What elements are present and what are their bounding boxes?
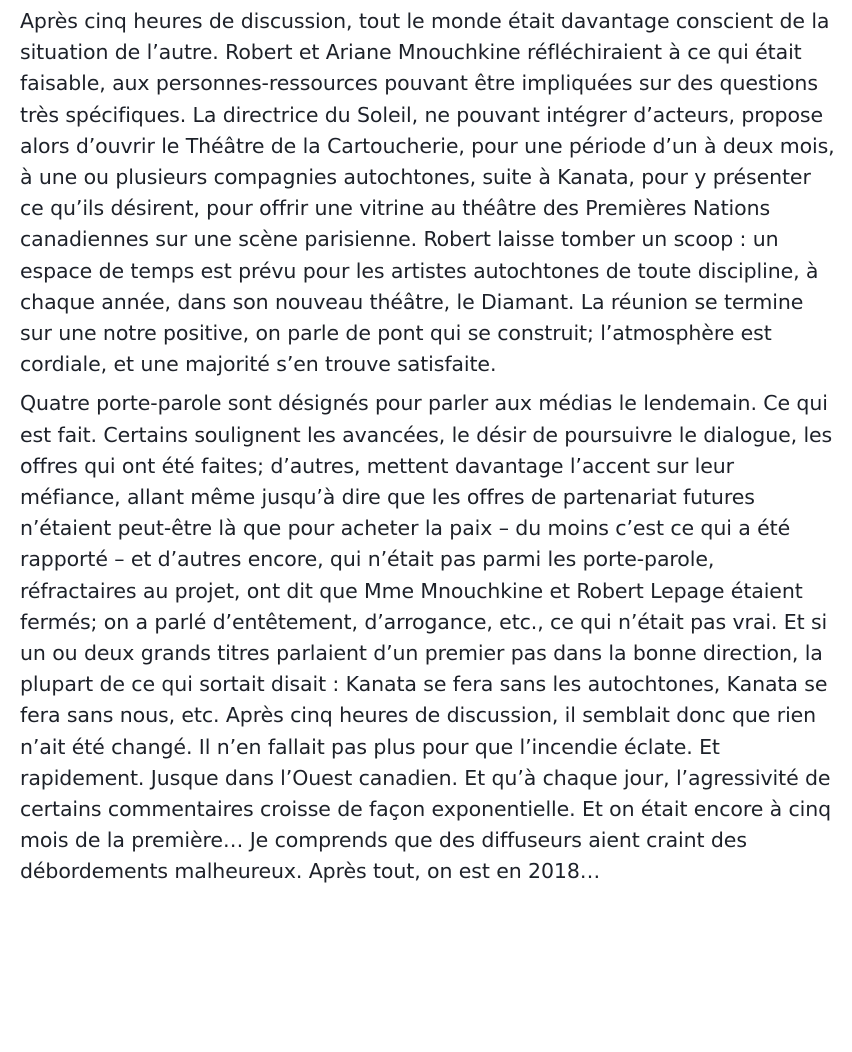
paragraph-1: Après cinq heures de discussion, tout le monde était davantage conscient de la situation de l’autre. Robert et Ariane Mnouchkine réfléchiraient à ce qui était faisable, aux personnes-ressources pouvant être impliquées sur des questions très spécifiques. La directrice du Soleil, ne pouvant intégrer d’acteurs, propose alors d’ouvrir le Théâtre de la Cartoucherie, pour une période d’un à deux mois, à une ou plusieurs compagnies autochtones, suite à Kanata, pour y présenter ce qu’ils désirent, pour offrir une vitrine au théâtre des Premières Nations canadiennes sur une scène parisienne. Robert laisse tomber un scoop : un espace de temps est prévu pour les artistes autochtones de toute discipline, à chaque année, dans son nouveau théâtre, le Diamant. La réunion se termine sur une notre positive, on parle de pont qui se construit; l’atmosphère est cordiale, et une majorité s’en trouve satisfaite. bbox=[20, 9, 835, 377]
paragraph-2: Quatre porte-parole sont désignés pour parler aux médias le lendemain. Ce qui est fait. Certains soulignent les avancées, le désir de poursuivre le dialogue, les offres qui ont été faites; d’autres, mettent davantage l’accent sur leur méfiance, allant même jusqu’à dire que les offres de partenariat futures n’étaient peut-être là que pour acheter la paix – du moins c’est ce qui a été rapporté – et d’autres encore, qui n’était pas parmi les porte-parole, réfractaires au projet, ont dit que Mme Mnouchkine et Robert Lepage étaient fermés; on a parlé d’entêtement, d’arrogance, etc., ce qui n’était pas vrai. Et si un ou deux grands titres parlaient d’un premier pas dans la bonne direction, la plupart de ce qui sortait disait : Kanata se fera sans les autochtones, Kanata se fera sans nous, etc. Après cinq heures de discussion, il semblait donc que rien n’ait été changé. Il n’en fallait pas plus pour que l’incendie éclate. Et rapidement. Jusque dans l’Ouest canadien. Et qu’à chaque jour, l’agressivité de certains commentaires croisse de façon exponentielle. Et on était encore à cinq mois de la première… Je comprends que des diffuseurs aient craint des débordements malheureux. Après tout, on est en 2018… bbox=[20, 391, 833, 884]
